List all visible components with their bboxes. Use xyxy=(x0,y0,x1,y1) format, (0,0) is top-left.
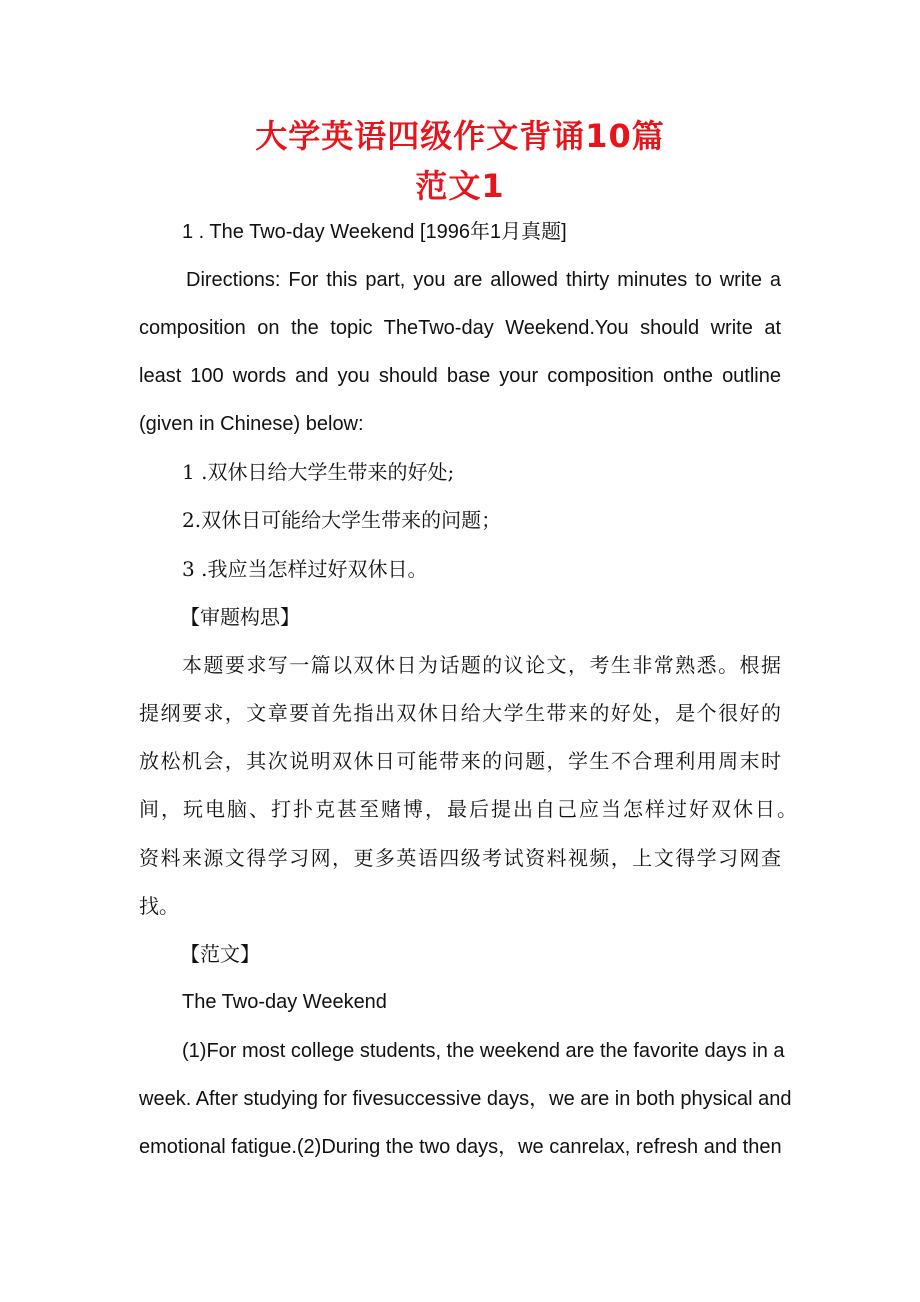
sample-body-line: emotional fatigue.(2)During the two days，we canrelax, refresh and then xyxy=(139,1136,782,1158)
outline-item: 1 .双休日给大学生带来的好处; xyxy=(182,460,455,484)
analysis-line: 放松机会，其次说明双休日可能带来的问题，学生不合理利用周末时 xyxy=(139,749,781,773)
outline-item: 3 .我应当怎样过好双休日。 xyxy=(182,557,428,581)
analysis-line: 资料来源文得学习网，更多英语四级考试资料视频，上文得学习网查 xyxy=(139,846,781,870)
analysis-line: 找。 xyxy=(139,894,179,918)
outline-item: 2.双休日可能给大学生带来的问题； xyxy=(182,508,502,532)
analysis-heading: 【审题构思】 xyxy=(180,605,300,629)
analysis-line: 本题要求写一篇以双休日为话题的议论文，考生非常熟悉。根据 xyxy=(182,653,781,677)
directions-line: composition on the topic TheTwo-day Weekend.You should write at xyxy=(139,317,781,339)
document-subtitle: 范文1 xyxy=(415,167,505,205)
analysis-line: 提纲要求，文章要首先指出双休日给大学生带来的好处，是个很好的 xyxy=(139,701,781,725)
directions-line: least 100 words and you should base your composition onthe outline xyxy=(139,365,781,387)
document-title: 大学英语四级作文背诵10篇 xyxy=(255,117,665,155)
sample-title: The Two-day Weekend xyxy=(182,991,387,1013)
topic-heading: 1 . The Two-day Weekend [1996年1月真题] xyxy=(182,221,567,243)
analysis-line: 间，玩电脑、打扑克甚至赌博，最后提出自己应当怎样过好双休日。 xyxy=(139,797,797,821)
sample-body-line: week. After studying for fivesuccessive days，we are in both physical and xyxy=(139,1088,792,1110)
sample-body-line: (1)For most college students, the weekend are the favorite days in a xyxy=(182,1040,785,1062)
directions-line: (given in Chinese) below: xyxy=(139,413,364,435)
directions-line: Directions: For this part, you are allowed thirty minutes to write a xyxy=(186,269,781,291)
sample-heading: 【范文】 xyxy=(180,942,260,966)
